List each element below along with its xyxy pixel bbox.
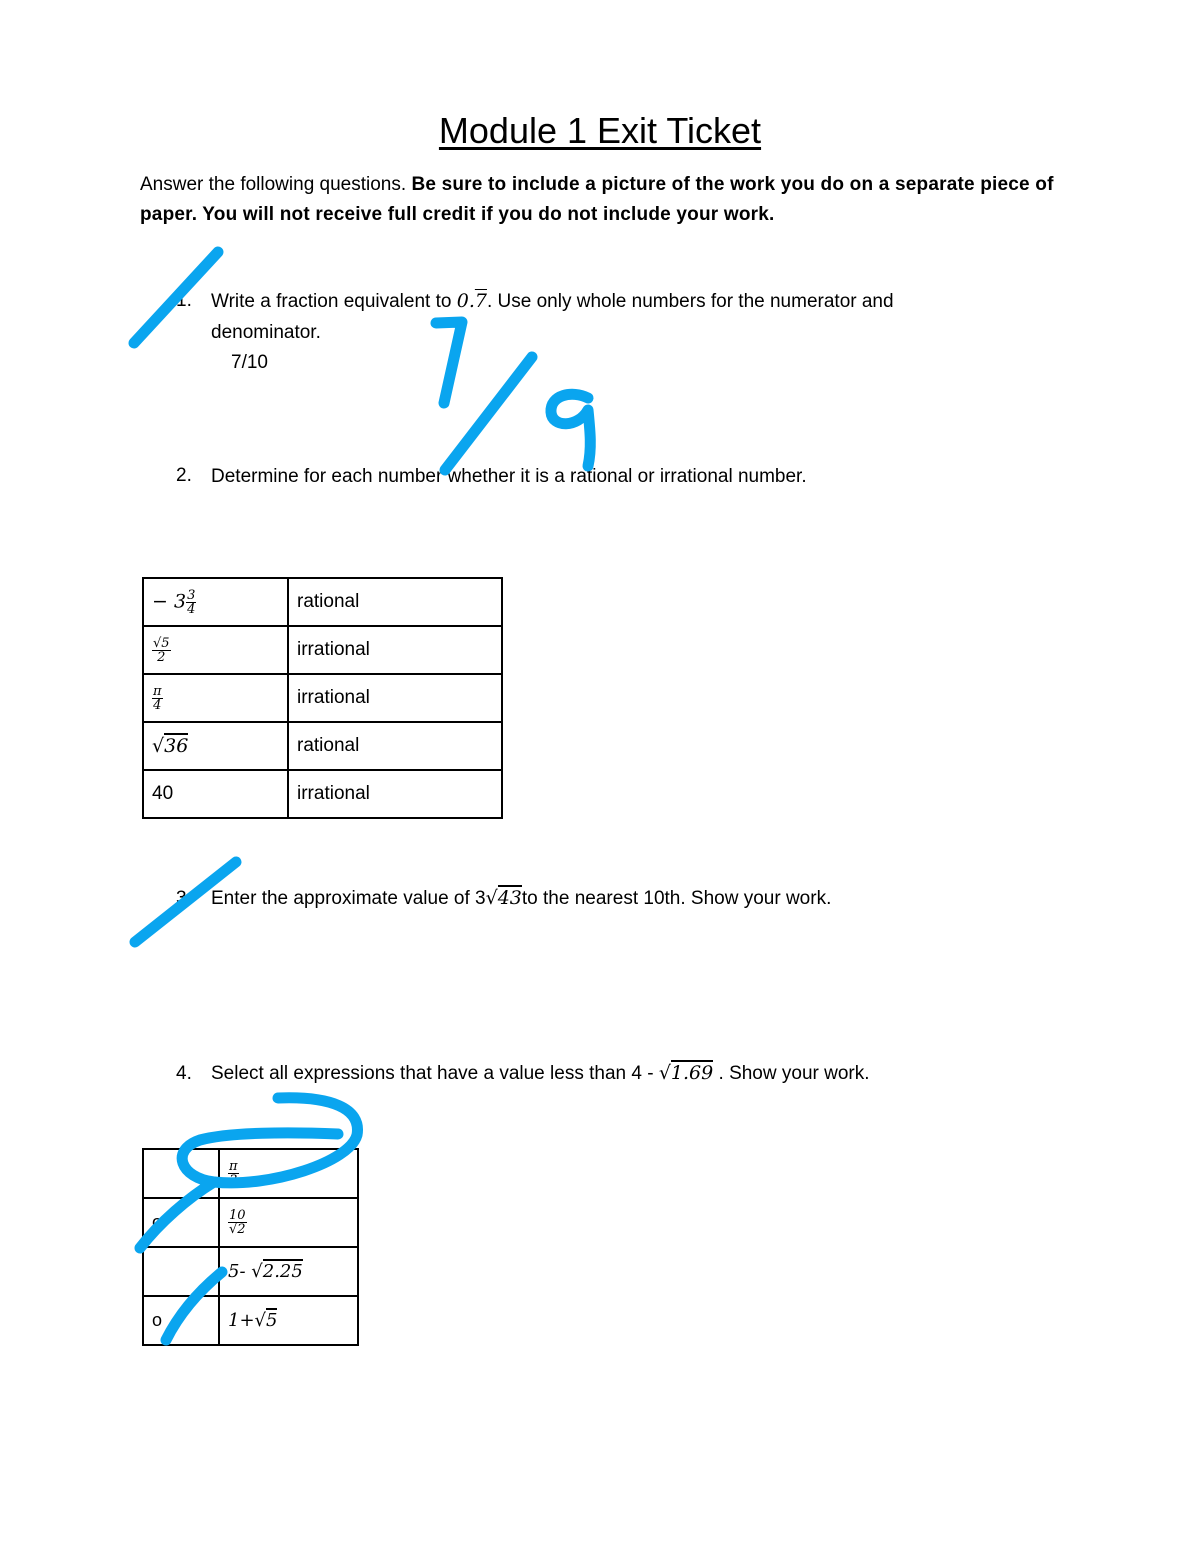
q2-expr-cell: 40 <box>143 770 288 818</box>
expr-prefix: 1+ <box>228 1310 255 1331</box>
table-row <box>143 1296 358 1345</box>
q1-text <box>211 286 1091 348</box>
radicand: 2.25 <box>262 1261 303 1282</box>
instructions-plain: Answer the following questions. <box>140 174 412 195</box>
q4-expr-cell <box>219 1149 358 1198</box>
instructions <box>140 170 1060 230</box>
q2-number: 2. <box>176 465 192 486</box>
q2-answer-cell[interactable]: rational <box>288 578 502 626</box>
q4-expr-cell: 5- √2.25 <box>219 1247 358 1296</box>
expr-prefix: − 3 <box>152 590 187 613</box>
q4-table <box>142 1148 359 1346</box>
frac-num: π <box>229 1159 238 1174</box>
fraction <box>228 1160 239 1187</box>
table-row <box>143 722 502 770</box>
q4-select-cell[interactable]: o <box>143 1198 219 1247</box>
q3-text-before: Enter the approximate value of 3 <box>211 888 486 909</box>
radicand: 36 <box>164 735 189 757</box>
q2-expr-cell <box>143 578 288 626</box>
table-row <box>143 1247 358 1296</box>
q4-number: 4. <box>176 1063 192 1084</box>
radicand: 5 <box>266 1310 278 1331</box>
q1-value-int: 0. <box>456 290 475 312</box>
expr-prefix: 5- <box>228 1261 252 1282</box>
q2-answer-cell[interactable]: irrational <box>288 770 502 818</box>
q2-expr-cell <box>143 722 288 770</box>
q2-text: Determine for each number whether it is a rational or irrational number. <box>211 466 807 487</box>
table-row <box>143 674 502 722</box>
q4-select-cell[interactable] <box>143 1149 219 1198</box>
frac-den: 4 <box>187 601 196 617</box>
frac-num: π <box>153 683 162 699</box>
frac-num: 3 <box>187 587 196 603</box>
q3-text-after: to the nearest 10th. Show your work. <box>521 888 832 909</box>
q1-text-line2: denominator. <box>211 322 321 343</box>
frac-num: 10 <box>229 1208 246 1223</box>
q2-expr-cell <box>143 626 288 674</box>
table-row <box>143 626 502 674</box>
q2-answer-cell[interactable]: irrational <box>288 674 502 722</box>
table-row <box>143 578 502 626</box>
q1-text-after: . Use only whole numbers for the numerator and <box>486 291 894 312</box>
q3-text <box>211 883 1091 914</box>
fraction <box>186 589 196 616</box>
frac-den: 2 <box>157 649 166 665</box>
q4-select-cell[interactable]: o <box>143 1296 219 1345</box>
fraction <box>152 685 163 712</box>
sqrt-sign: √ <box>485 887 498 909</box>
q1-text-before: Write a fraction equivalent to <box>211 291 457 312</box>
instructions-bold: Be sure to include a picture of the work you do on a separate piece of paper. You will not receive full credit if you do not include your work. <box>140 174 1054 225</box>
frac-num: √5 <box>153 635 170 651</box>
q1-value-repeat: 7 <box>474 290 487 312</box>
page-title: Module 1 Exit Ticket <box>438 110 762 151</box>
frac-den: 3 <box>229 1173 238 1188</box>
fraction <box>228 1209 247 1236</box>
q4-text <box>211 1058 1091 1089</box>
q3-radicand: 43 <box>497 887 522 909</box>
frac-den: √2 <box>228 1222 246 1237</box>
q2-expr-cell <box>143 674 288 722</box>
q2-answer-cell[interactable]: rational <box>288 722 502 770</box>
q4-expr-cell: 1+√5 <box>219 1296 358 1345</box>
q1-number: 1. <box>176 290 192 311</box>
q4-expr-cell <box>219 1198 358 1247</box>
q1-typed-answer: 7/10 <box>231 352 268 373</box>
q3-number: 3. <box>176 888 192 909</box>
table-row <box>143 1198 358 1247</box>
table-row <box>143 1149 358 1198</box>
frac-den: 4 <box>153 697 162 713</box>
sqrt-sign: √ <box>658 1062 671 1084</box>
q4-select-cell[interactable] <box>143 1247 219 1296</box>
q2-table <box>142 577 503 819</box>
q4-radicand: 1.69 <box>670 1062 714 1084</box>
q4-text-after: . Show your work. <box>713 1063 870 1084</box>
q4-text-before: Select all expressions that have a value less than 4 - <box>211 1063 659 1084</box>
q2-answer-cell[interactable]: irrational <box>288 626 502 674</box>
fraction <box>152 637 171 664</box>
sqrt-sign: √ <box>152 735 165 757</box>
table-row <box>143 770 502 818</box>
